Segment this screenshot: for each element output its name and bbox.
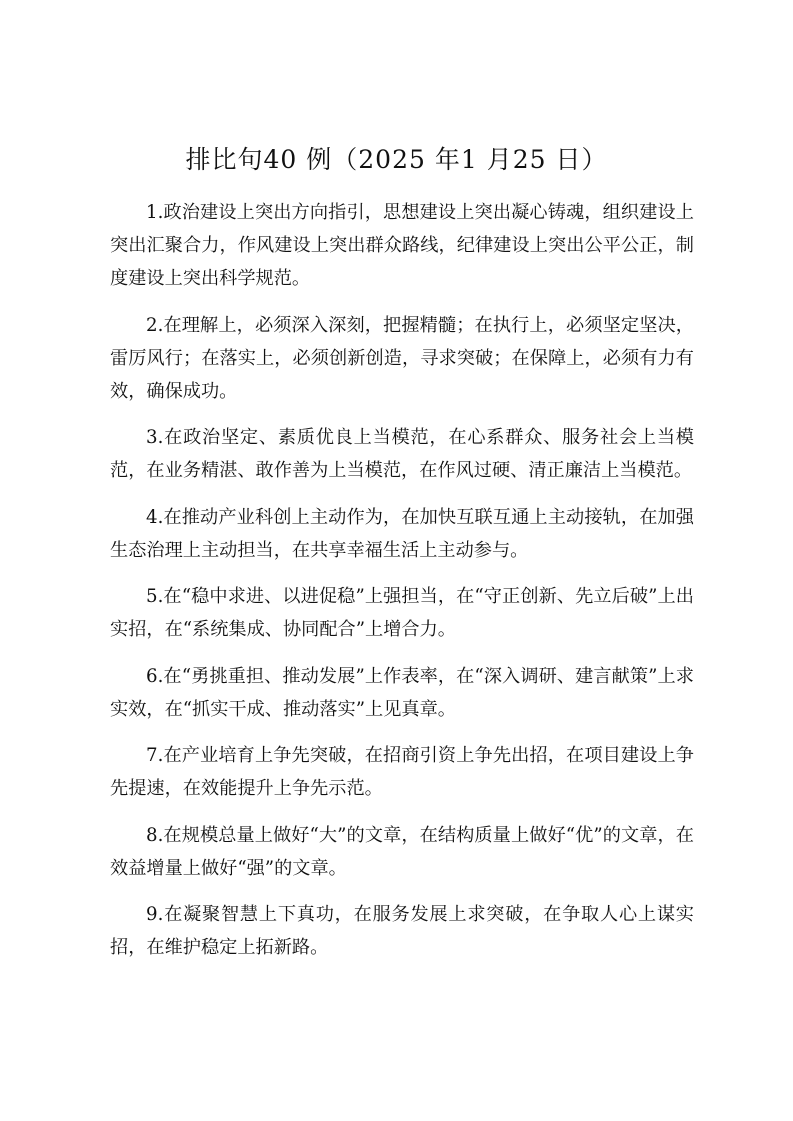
paragraph-1: 1.政治建设上突出方向指引，思想建设上突出凝心铸魂，组织建设上突出汇聚合力，作风建设上突出群众路线，纪律建设上突出公平公正，制度建设上突出科学规范。 <box>110 202 694 289</box>
paragraph-7: 7.在产业培育上争先突破，在招商引资上争先出招，在项目建设上争先提速，在效能提升上争先示范。 <box>110 745 694 799</box>
paragraph-6: 6.在“勇挑重担、推动发展”上作表率，在“深入调研、建言献策”上求实效，在“抓实干成、推动落实”上见真章。 <box>110 665 694 720</box>
paragraph-9: 9.在凝聚智慧上下真功，在服务发展上求突破，在争取人心上谋实招，在维护稳定上拓新路。 <box>110 904 694 958</box>
document-title: 排比句40 例（2025 年1 月25 日） <box>185 145 608 174</box>
paragraph-4: 4.在推动产业科创上主动作为，在加快互联互通上主动接轨，在加强生态治理上主动担当，在共享幸福生活上主动参与。 <box>110 506 694 561</box>
paragraph-8: 8.在规模总量上做好“大”的文章，在结构质量上做好“优”的文章，在效益增量上做好“强”的文章。 <box>110 824 694 879</box>
paragraph-5: 5.在“稳中求进、以进促稳”上强担当，在“守正创新、先立后破”上出实招，在“系统集成、协同配合”上增合力。 <box>110 586 694 640</box>
paragraph-3: 3.在政治坚定、素质优良上当模范，在心系群众、服务社会上当模范，在业务精湛、敢作善为上当模范，在作风过硬、清正廉洁上当模范。 <box>110 427 694 481</box>
paragraph-2: 2.在理解上，必须深入深刻，把握精髓；在执行上，必须坚定坚决，雷厉风行；在落实上，必须创新创造，寻求突破；在保障上，必须有力有效，确保成功。 <box>110 314 694 402</box>
document-body <box>110 196 694 978</box>
